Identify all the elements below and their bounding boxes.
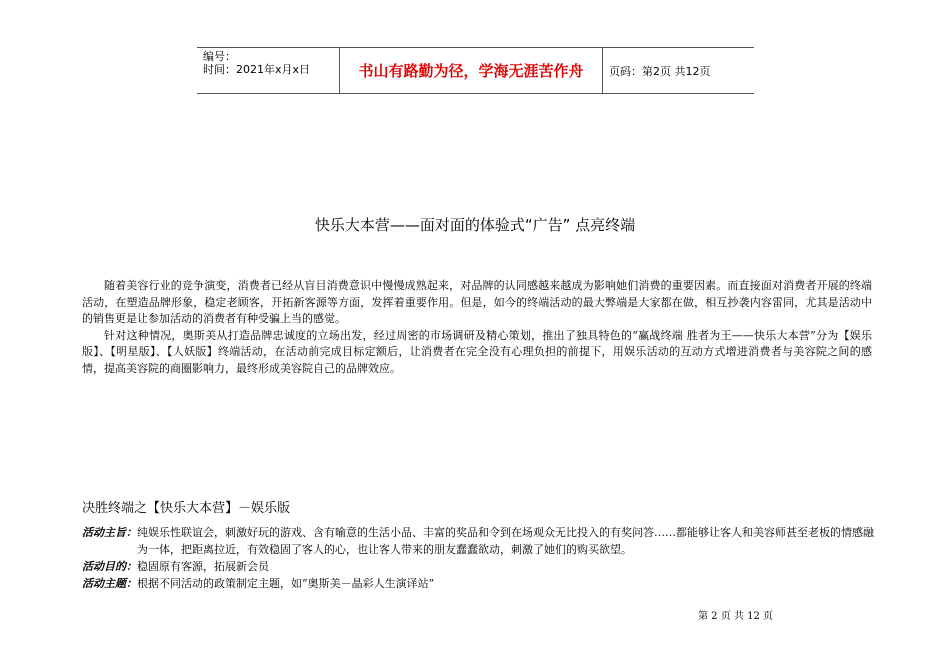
page-footer: 第 2 页 共 12 页: [698, 611, 773, 622]
list-item: [82, 575, 882, 592]
document-title: 快乐大本营——面对面的体验式“广告” 点亮终端: [314, 216, 636, 234]
item-text: 纯娱乐性联谊会，刺激好玩的游戏、含有喻意的生活小品、丰富的奖品和令到在场观众无比投入的有奖问答……都能够让客人和美容师甚至老板的情感融为一体，把距离拉近，有效稳固了客人的心，也让客人带来的朋友蠢蠢欲动，刺激了她们的购买欲望。: [137, 526, 874, 556]
item-text: 根据不同活动的政策制定主题，如“奥斯美－晶彩人生演译站”: [137, 577, 435, 590]
header-meta: [197, 48, 339, 93]
header-motto: 书山有路勤为径，学海无涯苦作舟: [339, 48, 603, 93]
activity-list: [82, 524, 882, 592]
item-label: 活动主旨：: [82, 526, 137, 539]
time-label: 时间：2021年x月x日: [203, 63, 311, 76]
section-heading: 决胜终端之【快乐大本营】－娱乐版: [82, 501, 291, 516]
paragraph: 随着美容行业的竞争演变，消费者已经从盲目消费意识中慢慢成熟起来，对品牌的认同感越来越成为影响她们消费的重要因素。而直接面对消费者开展的终端活动，在塑造品牌形象，稳定老顾客，开拓新客源等方面，发挥着重要作用。但是，如今的终端活动的最大弊端是大家都在做，相互抄袭内容雷同，尤其是活动中的销售更是让参加活动的消费者有种受骗上当的感觉。: [82, 279, 872, 325]
page-header: [197, 47, 754, 94]
item-text: 稳固原有客源，拓展新会员: [137, 560, 269, 573]
paragraph: 针对这种情况，奥斯美从打造品牌忠诚度的立场出发，经过周密的市场调研及精心策划，推出了独具特色的“赢战终端 胜者为王——快乐大本营”分为【娱乐版】、【明星版】、【人妖版】终端活动，在活动前完成目标定额后，让消费者在完全没有心理负担的前提下，用娱乐活动的互动方式增进消费者与美容院之间的感情，提高美容院的商圈影响力，最终形成美容院自己的品牌效应。: [82, 328, 872, 375]
body-text: [82, 278, 872, 377]
list-item: [82, 558, 882, 575]
header-page-info: 页码：第2页 共12页: [609, 64, 711, 78]
item-label: 活动目的：: [82, 560, 137, 573]
list-item: [82, 524, 882, 558]
item-label: 活动主题：: [82, 577, 137, 590]
number-label: 编号：: [203, 50, 236, 63]
